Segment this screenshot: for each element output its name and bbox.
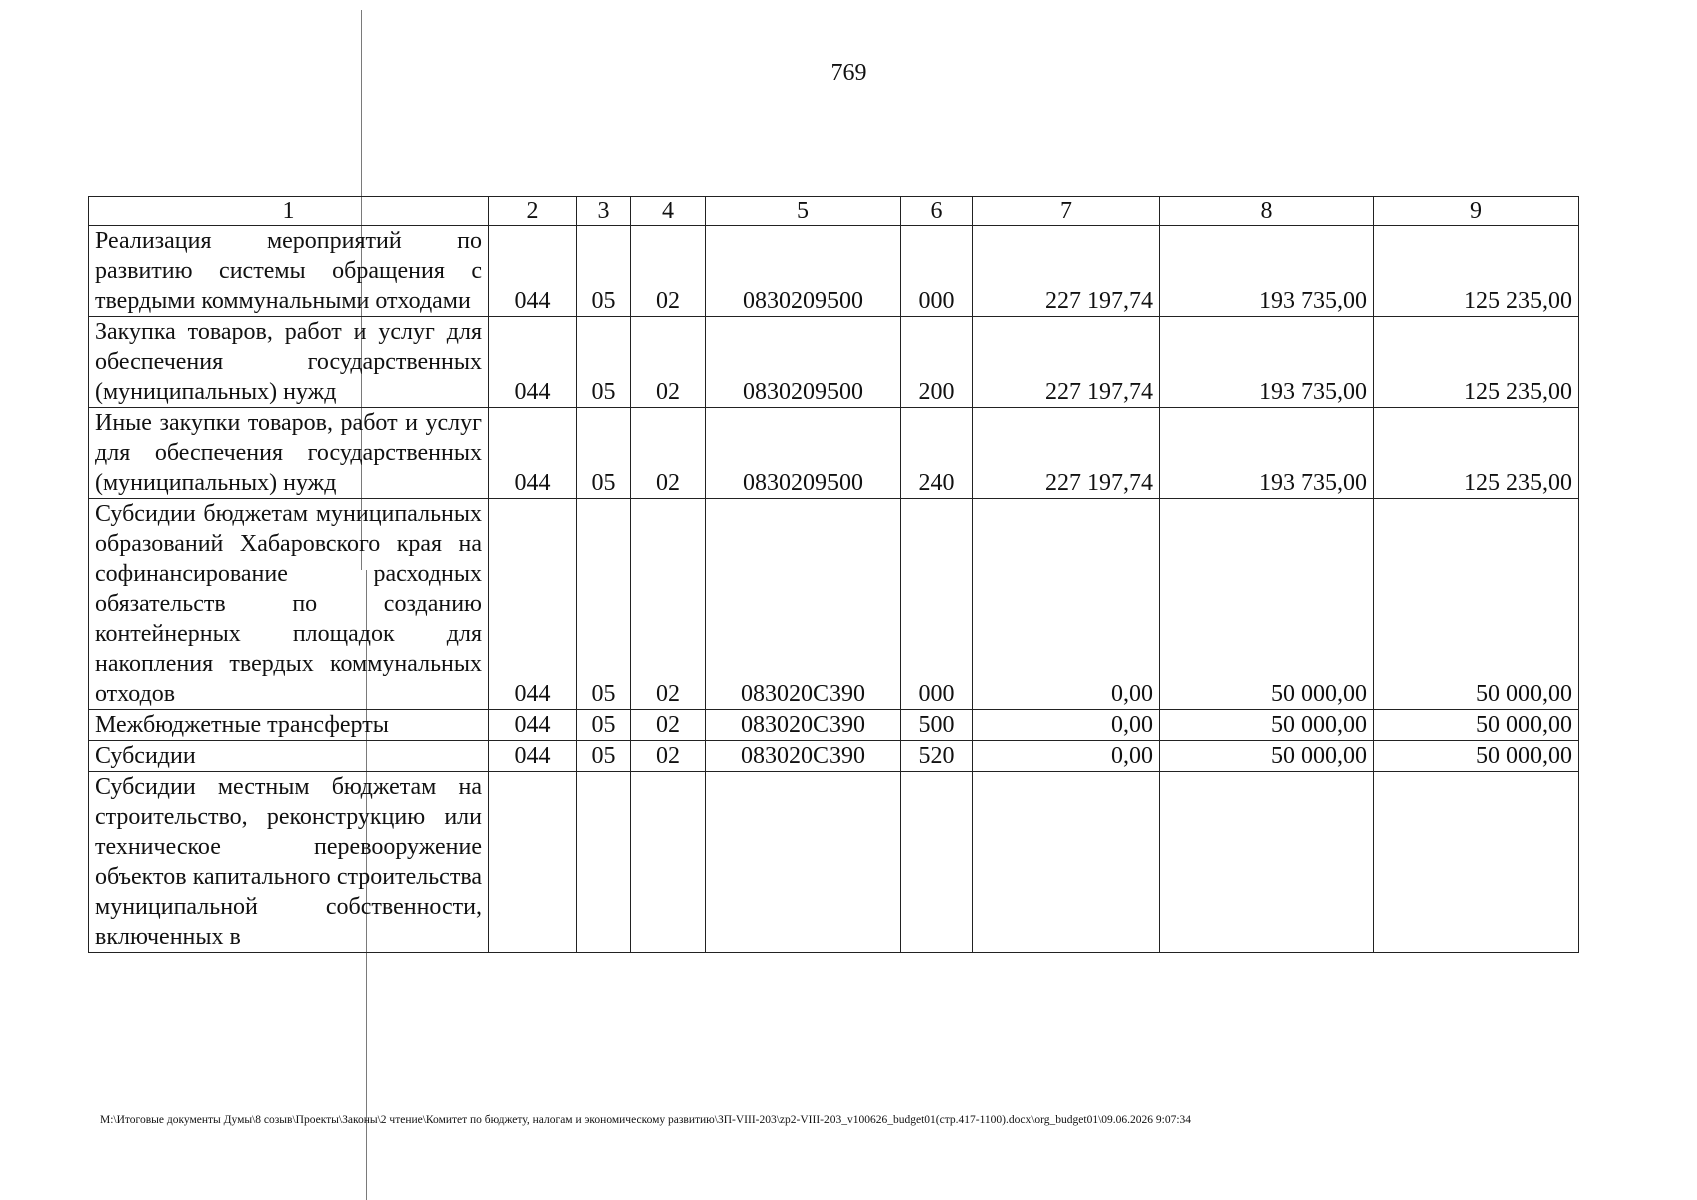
section-code: 05 — [577, 317, 631, 408]
column-header: 7 — [973, 197, 1160, 226]
subsection-code: 02 — [631, 499, 706, 710]
row-description: Субсидии местным бюджетам на строительство, реконструкцию или техническое перевооружение объектов капитального строительства муниципальной собственности, включенных в — [89, 772, 489, 953]
expense-type-code: 500 — [901, 710, 973, 741]
column-header: 3 — [577, 197, 631, 226]
amount-col-9 — [1374, 772, 1579, 953]
column-header: 5 — [706, 197, 901, 226]
amount-col-8: 193 735,00 — [1160, 408, 1374, 499]
section-code: 05 — [577, 741, 631, 772]
amount-col-8: 50 000,00 — [1160, 499, 1374, 710]
subsection-code — [631, 772, 706, 953]
subsection-code: 02 — [631, 408, 706, 499]
row-description: Межбюджетные трансферты — [89, 710, 489, 741]
column-header: 9 — [1374, 197, 1579, 226]
amount-col-7: 0,00 — [973, 741, 1160, 772]
amount-col-8 — [1160, 772, 1374, 953]
column-header: 6 — [901, 197, 973, 226]
budget-table — [88, 196, 1579, 953]
amount-col-9: 50 000,00 — [1374, 710, 1579, 741]
subsection-code: 02 — [631, 741, 706, 772]
column-header: 4 — [631, 197, 706, 226]
row-description: Иные закупки товаров, работ и услуг для обеспечения государственных (муниципальных) нужд — [89, 408, 489, 499]
header-row — [89, 197, 1579, 226]
amount-col-8: 193 735,00 — [1160, 317, 1374, 408]
column-header: 2 — [489, 197, 577, 226]
amount-col-9: 125 235,00 — [1374, 408, 1579, 499]
expense-type-code: 200 — [901, 317, 973, 408]
ministry-code: 044 — [489, 741, 577, 772]
expense-type-code: 520 — [901, 741, 973, 772]
column-header: 8 — [1160, 197, 1374, 226]
row-description: Субсидии бюджетам муниципальных образований Хабаровского края на софинансирование расходных обязательств по созданию контейнерных площадок для накопления твердых коммунальных отходов — [89, 499, 489, 710]
row-description: Субсидии — [89, 741, 489, 772]
amount-col-7 — [973, 772, 1160, 953]
section-code: 05 — [577, 408, 631, 499]
amount-col-7: 227 197,74 — [973, 226, 1160, 317]
ministry-code — [489, 772, 577, 953]
section-code: 05 — [577, 710, 631, 741]
target-article-code: 0830209500 — [706, 226, 901, 317]
table-row — [89, 772, 1579, 953]
target-article-code: 083020С390 — [706, 499, 901, 710]
expense-type-code: 240 — [901, 408, 973, 499]
amount-col-9: 125 235,00 — [1374, 317, 1579, 408]
table-row — [89, 741, 1579, 772]
ministry-code: 044 — [489, 408, 577, 499]
amount-col-8: 50 000,00 — [1160, 710, 1374, 741]
subsection-code: 02 — [631, 226, 706, 317]
table-row — [89, 710, 1579, 741]
expense-type-code — [901, 772, 973, 953]
ministry-code: 044 — [489, 499, 577, 710]
target-article-code: 083020С390 — [706, 741, 901, 772]
page-number: 769 — [830, 60, 867, 86]
amount-col-7: 0,00 — [973, 499, 1160, 710]
ministry-code: 044 — [489, 226, 577, 317]
row-description: Закупка товаров, работ и услуг для обеспечения государственных (муниципальных) нужд — [89, 317, 489, 408]
ministry-code: 044 — [489, 317, 577, 408]
table-row — [89, 317, 1579, 408]
column-header: 1 — [89, 197, 489, 226]
section-code: 05 — [577, 226, 631, 317]
expense-type-code: 000 — [901, 499, 973, 710]
target-article-code: 083020С390 — [706, 710, 901, 741]
table-row — [89, 499, 1579, 710]
target-article-code — [706, 772, 901, 953]
amount-col-8: 193 735,00 — [1160, 226, 1374, 317]
amount-col-7: 227 197,74 — [973, 408, 1160, 499]
target-article-code: 0830209500 — [706, 317, 901, 408]
table-row — [89, 226, 1579, 317]
amount-col-7: 0,00 — [973, 710, 1160, 741]
row-description: Реализация мероприятий по развитию системы обращения с твердыми коммунальными отходами — [89, 226, 489, 317]
document-path-footer: M:\Итоговые документы Думы\8 созыв\Проекты\Законы\2 чтение\Комитет по бюджету, налогам и экономическому развитию\ЗП-VIII-203\zp2-VIII-203_v100626_budget01(стр.417-1100).docx\org_budget01\09.06.2026 9:07:34 — [100, 1114, 1192, 1126]
table-row — [89, 408, 1579, 499]
amount-col-9: 50 000,00 — [1374, 741, 1579, 772]
target-article-code: 0830209500 — [706, 408, 901, 499]
amount-col-7: 227 197,74 — [973, 317, 1160, 408]
section-code: 05 — [577, 499, 631, 710]
amount-col-9: 50 000,00 — [1374, 499, 1579, 710]
subsection-code: 02 — [631, 710, 706, 741]
section-code — [577, 772, 631, 953]
expense-type-code: 000 — [901, 226, 973, 317]
amount-col-9: 125 235,00 — [1374, 226, 1579, 317]
subsection-code: 02 — [631, 317, 706, 408]
amount-col-8: 50 000,00 — [1160, 741, 1374, 772]
ministry-code: 044 — [489, 710, 577, 741]
